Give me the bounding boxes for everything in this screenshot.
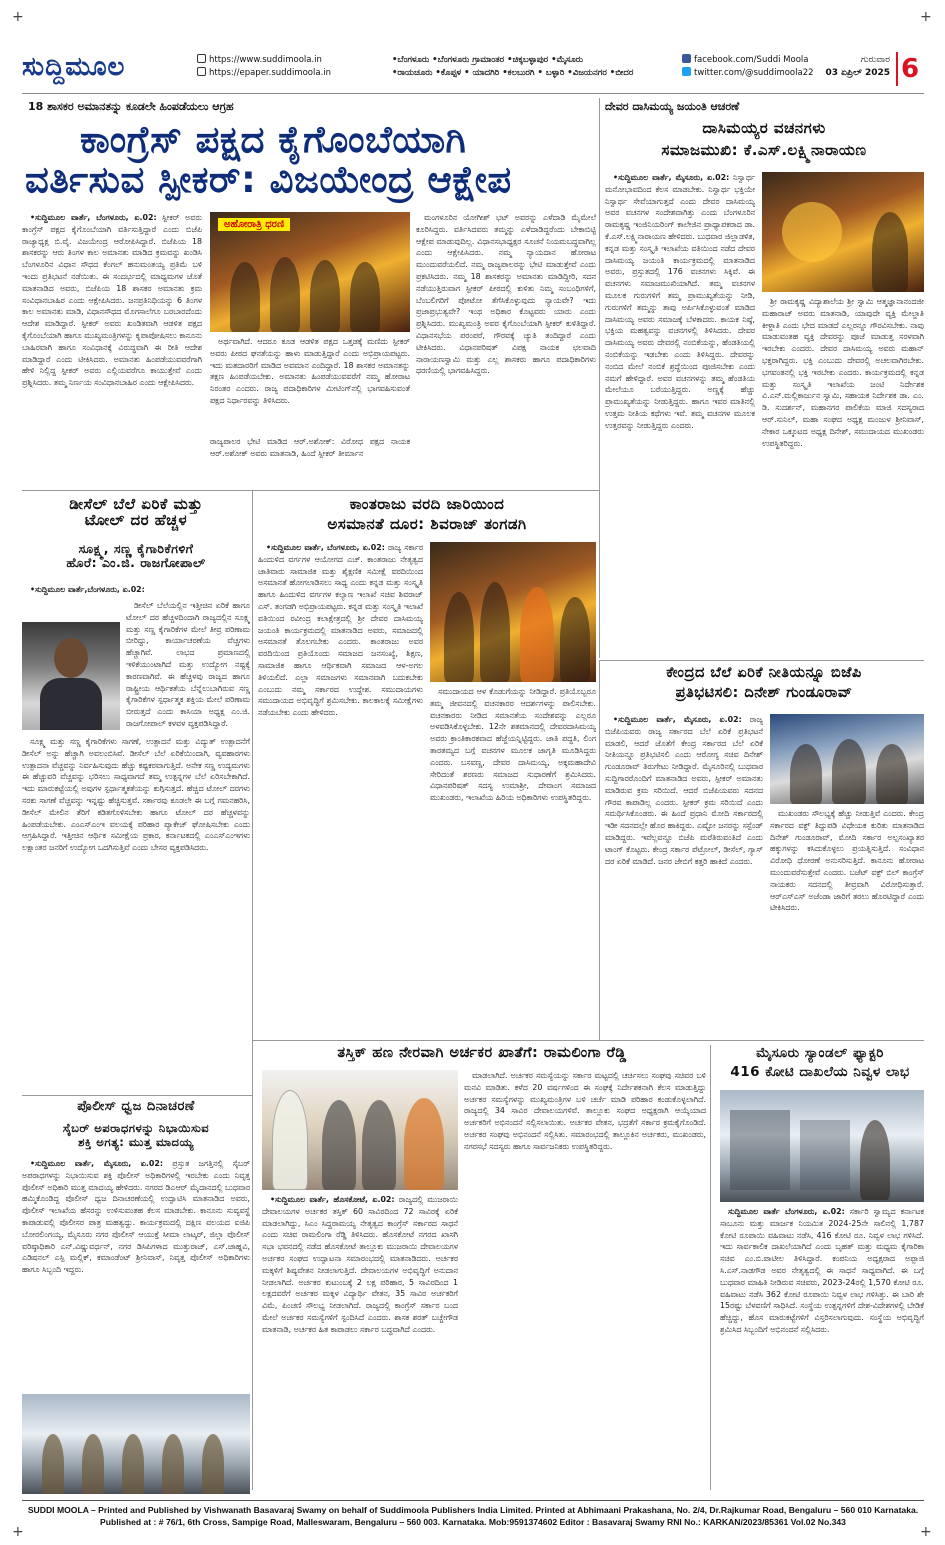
- dasimayya-headline[interactable]: [605, 120, 923, 158]
- person-figure: [310, 260, 340, 332]
- sandal-text: ಸರ್ಕಾರಿ ಸ್ವಾಮ್ಯದ ಕರ್ನಾಟಕ ಸಾಬೂನು ಮತ್ತು ಮಾರ್ಜಕ ನಿಯಮಿತ 2024-25ನೇ ಸಾಲಿನಲ್ಲಿ 1,787 ಕೋಟಿ ರೂಪಾಯಿ ವಹಿವಾಟು ನಡೆಸಿ, 416 ಕೋಟಿ ರೂ. ನಿವ್ವಳ ಲಾಭ ಗಳಿಸಿದೆ. ಇದು ಸಾರ್ವಕಾಲಿಕ ದಾಖಲೆಯಾಗಿದೆ ಎಂದು ಬೃಹತ್ ಮತ್ತು ಮಧ್ಯಮ ಕೈಗಾರಿಕಾ ಸಚಿವ ಎಂ.ಬಿ.ಪಾಟೀಲ ತಿಳಿಸಿದ್ದಾರೆ. ಕಂಪನಿಯ ಅಧ್ಯಕ್ಷರಾದ ಅಪ್ಪಾಜಿ ಸಿ.ಎಸ್.ನಾಡಗೌಡ ಅವರ ನೇತೃತ್ವದಲ್ಲಿ ಈ ಸಾಧನೆ ಸಾಧ್ಯವಾಗಿದೆ. ಈ ಬಗ್ಗೆ ಬುಧವಾರ ಮಾಹಿತಿ ನೀಡಿರುವ ಸಚಿವರು, 2023-24ರಲ್ಲಿ 1,570 ಕೋಟಿ ರೂ. ವಹಿವಾಟು ನಡೆಸಿ 362 ಕೋಟಿ ರೂಪಾಯಿ ನಿವ್ವಳ ಲಾಭ ಗಳಿಸಿತ್ತು. ಈ ಬಾರಿ ಶೇ 15ರಷ್ಟು ಬೆಳವಣಿಗೆ ಸಾಧಿಸಿದೆ. ಸಂಸ್ಥೆಯ ಉತ್ಪನ್ನಗಳಿಗೆ ದೇಶ-ವಿದೇಶಗಳಲ್ಲಿ ಬೇಡಿಕೆ ಹೆಚ್ಚಿದ್ದು, ಹೊಸ ಮಾರುಕಟ್ಟೆಗಳಿಗೆ ವಿಸ್ತರಿಸಲಾಗುವುದು. ಸಂಸ್ಥೆಯ ಅಭಿವೃದ್ಧಿಗೆ ಶ್ರಮಿಸಿದ ಸಿಬ್ಬಂದಿಗೆ ಅಭಿನಂದನೆ ಸಲ್ಲಿಸಿದರು.: [720, 1207, 924, 1334]
- lead-body-col3: [416, 212, 596, 484]
- registration-mark-bottom-right: +: [920, 1524, 932, 1540]
- dasimayya-body-col1: [605, 172, 755, 654]
- person-figure: [82, 1434, 104, 1494]
- lead-body-col2-subsection: [210, 436, 410, 484]
- lead-text: ಮಂಗಳೂರಿನ ಯೋಗೀಶ್ ಭಟ್ ಅವರನ್ನು ಎಳೆದಾಡಿ ಮೈಮೇಲೆ ಕೂರಿಸಿದ್ದರು. ವರ್ತಿಸಿದವರು ತಮ್ಮನ್ನು ಎಳೆದಾಡಿದ್ದರೆಂದು ಬೇಕಾಬಿಟ್ಟಿ ಆಕ್ಷೇಪ ಮಾಡುವುದಿಲ್ಲ. ವಿಧಾನಸಭಾಧ್ಯಕ್ಷರ ಸೂಚನೆ ನಿಯಮಬದ್ಧವಾಗಿಲ್ಲ ಎಂದು ಆಕ್ಷೇಪಿಸಿದರು. ನಮ್ಮ ನ್ಯಾಯದಾನ ಹೋರಾಟ ಮುಂದುವರೆಯಲಿದೆ. ನಮ್ಮ ರಾಜ್ಯಪಾಲರನ್ನು ಭೇಟಿ ಮಾಡುತ್ತೇವೆ ಎಂದು ಪ್ರಕಟಿಸಿದರು. ನಮ್ಮ 18 ಶಾಸಕರನ್ನು ಅಮಾನತು ಮಾಡಿದ್ದೀರಿ, ಸದನ ನಡೆಯುತ್ತಿರುವಾಗ ಸ್ಪೀಕರ್ ಪೀಠದಲ್ಲಿ ಕುಳಿತು ನಿಮ್ಮ ಸಂಬಂಧಿಗಳಿಗೆ, ಬೆಂಬಲಿಗರಿಗೆ ಪೋಟೋ ತೆಗೆಸಿಕೊಳ್ಳುವುದು ನ್ಯಾಯವೇ? ಇದು ಪ್ರಜಾಪ್ರಭುತ್ವವೇ? ಇಂಥ ಅಧಿಕಾರ ಕೊಟ್ಟವರು ಯಾರು ಎಂದು ಪ್ರಶ್ನಿಸಿದರು. ಮುಖ್ಯಮಂತ್ರಿ ಅವರ ಕೈಗೊಂಬೆಯಾಗಿ ಸ್ಪೀಕರ್ ಕುಳಿತಿದ್ದಾರೆ. ವಿಧಾನಸಭೆಯ ಪರಂಪರೆ, ಗೌರವಕ್ಕೆ ಚ್ಯುತಿ ತಂದಿದ್ದಾರೆ ಎಂದು ಟೀಕಿಸಿದರು. ವಿಧಾನಪರಿಷತ್ ವಿಪಕ್ಷ ನಾಯಕ ಛಲವಾದಿ ನಾರಾಯಣಸ್ವಾಮಿ ಮತ್ತು ಎಲ್ಲ ಶಾಸಕರು ಹಾಗೂ ಪದಾಧಿಕಾರಿಗಳು ಧರಣಿಯಲ್ಲಿ ಭಾಗವಹಿಸಿದ್ದರು.: [416, 213, 596, 376]
- sandal-dateline: ಸುದ್ದಿಮೂಲ ವಾರ್ತೆ ಬೆಂಗಳೂರು, ಏ.02:: [728, 1207, 845, 1216]
- cyber-subhead-line: ಶಕ್ತಿ ಅಗತ್ಯ: ಮುತ್ತ ಮಾದಯ್ಯ: [78, 1135, 194, 1150]
- archakas-text: ಮಾಡಲಾಗಿದೆ. ಅರ್ಚಕರ ಸಮಸ್ಯೆಯನ್ನು ಸರ್ಕಾರ ಮಟ್ಟದಲ್ಲಿ ಚರ್ಚಿಸಲು ಸಂಘವು ಸಚಿವರ ಬಳಿ ಮನವಿ ಮಾಡಿತು. ಕಳೆದ 20 ವರ್ಷಗಳಿಂದ ಈ ಸಂಘಕ್ಕೆ ನಿರ್ದೇಶಕನಾಗಿ ಕೆಲಸ ಮಾಡುತ್ತಿದ್ದು ಅರ್ಚಕರ ಸಮಸ್ಯೆಗಳನ್ನು ಮುಖ್ಯಮಂತ್ರಿಗಳ ಬಳಿ ಚರ್ಚೆ ಮಾಡಿ ಪರಿಹಾರ ಕಂಡುಕೊಳ್ಳಲಾಗಿದೆ. ರಾಜ್ಯದಲ್ಲಿ 34 ಸಾವಿರ ದೇವಾಲಯಗಳಿವೆ. ತಾಲ್ಲೂಕು ಸಂಘದ ಅಧ್ಯಕ್ಷರಾಗಿ ಆಯ್ಕೆಯಾದ ಅರ್ಚಕರಿಗೆ ಅಭಿನಂದನೆ ಸಲ್ಲಿಸಲಾಯಿತು. ಅರ್ಚಕರ ವೇತನ, ಭದ್ರತೆಗೆ ಸರ್ಕಾರ ಕ್ರಮಕೈಗೊಂಡಿದೆ. ಅರ್ಚಕರ ಸಂಘವು ಅಭಿನಂದನೆ ಸಲ್ಲಿಸಿತು. ಸಮಾರಂಭದಲ್ಲಿ ತಾಲ್ಲೂಕಿನ ಅರ್ಚಕರು, ಮುಖಂಡರು, ನಗರಸಭೆ ಸದಸ್ಯರು ಹಾಗೂ ಸಾರ್ವಜನಿಕರು ಉಪಸ್ಥಿತರಿದ್ದರು.: [464, 1071, 706, 1151]
- portrait-face: [54, 638, 88, 678]
- column-rule: [599, 660, 600, 1040]
- dasimayya-headline-line: ಸಮಾಜಮುಖಿ: ಕೆ.ಎಸ್.ಲಕ್ಷ್ಮಿನಾರಾಯಣ: [661, 141, 867, 160]
- person-figure: [230, 262, 260, 332]
- edition-list-line: •ಬೆಂಗಳೂರು •ಬೆಂಗಳೂರು ಗ್ರಾಮಾಂತರ •ಚಿಕ್ಕಬಳ್ಳಾಪುರ •ಮೈಸೂರು: [392, 55, 583, 65]
- dasimayya-body-col2: [762, 296, 924, 654]
- kantharaju-text: ಸಮುದಾಯದ ಆಳ ಕೊಡುಗೆಯನ್ನು ನೀಡಿದ್ದಾರೆ. ಪ್ರತಿಯೊಬ್ಬರೂ ತಮ್ಮ ಜೀವನದಲ್ಲಿ ವಚನಕಾರರ ಆದರ್ಶಗಳನ್ನು ಪಾಲಿಸಬೇಕು. ವಚನಕಾರರು ನೀಡಿದ ಸಮಾನತೆಯ ಸಂದೇಶವನ್ನು ಎಲ್ಲರೂ ಅಳವಡಿಸಿಕೊಳ್ಳಬೇಕು. 12ನೇ ಶತಮಾನದಲ್ಲಿ ದೇವರದಾಸಿಮಯ್ಯ ಅವರು ಕ್ರಾಂತಿಕಾರಕವಾದ ಹೆಜ್ಜೆಯನ್ನಿಟ್ಟಿದ್ದರು. ಜಾತಿ ಪದ್ಧತಿ, ಲಿಂಗ ತಾರತಮ್ಯದ ಬಗ್ಗೆ ವಚನಗಳ ಮೂಲಕ ಜಾಗೃತಿ ಮೂಡಿಸಿದ್ದರು ಎಂದರು. ಬಸವಣ್ಣ, ದೇವರ ದಾಸಿಮಯ್ಯ, ಅಕ್ಕಮಹಾದೇವಿ ಸೇರಿದಂತೆ ಶರಣರು ಸಮಾಜದ ಸುಧಾರಣೆಗೆ ಶ್ರಮಿಸಿದರು. ವಿಧಾನಪರಿಷತ್ ಸದಸ್ಯ ಉಮಾಶ್ರೀ, ದೇವಾಂಗ ಸಮಾಜದ ಮುಖಂಡರು, ಇಲಾಖೆಯ ಹಿರಿಯ ಅಧಿಕಾರಿಗಳು ಉಪಸ್ಥಿತರಿದ್ದರು.: [430, 687, 596, 803]
- person-figure: [270, 257, 300, 332]
- person-figure: [520, 587, 554, 682]
- diesel-subhead-line: ಹೊರೆ: ಎಂ.ಜಿ. ರಾಜಗೋಪಾಲ್: [66, 554, 206, 570]
- machine-shape: [800, 1120, 850, 1190]
- section-rule: [22, 1095, 252, 1096]
- price-hike-body-col2: [770, 808, 924, 1034]
- police-parade-photo: [22, 1394, 250, 1494]
- price-hike-headline[interactable]: [605, 666, 923, 701]
- cyber-headline-line: ಪೊಲೀಸ್ ಧ್ವಜ ದಿನಾಚರಣೆ: [77, 1099, 195, 1114]
- lead-text: ಸ್ಪೀಕರ್ ಅವರು ಕಾಂಗ್ರೆಸ್ ಪಕ್ಷದ ಕೈಗೊಂಬೆಯಾಗಿ ವರ್ತಿಸುತ್ತಿದ್ದಾರೆ ಎಂದು ಬಿಜೆಪಿ ರಾಜ್ಯಾಧ್ಯಕ್ಷ ಬಿ.ವೈ. ವಿಜಯೇಂದ್ರ ಆರೋಪಿಸಿದ್ದಾರೆ. ಬಿಜೆಪಿಯ 18 ಶಾಸಕರನ್ನು ಆರು ತಿಂಗಳ ಕಾಲ ಅಮಾನತು ಮಾಡಿದ ಕ್ರಮವನ್ನು ಖಂಡಿಸಿ ಬೆಂಗಳೂರಿನ ವಿಧಾನ ಸೌಧದ ಕೆಂಗಲ್ ಹನುಮಂತಯ್ಯ ಪ್ರತಿಮೆ ಬಳಿ ಇಂದು ಪ್ರತಿಭಟನೆ ನಡೆಯಿತು. ಈ ಸಂದರ್ಭದಲ್ಲಿ ಮಾಧ್ಯಮಗಳ ಜೊತೆ ಮಾತನಾಡಿದ ಅವರು, ಬಿಜೆಪಿಯ 18 ಶಾಸಕರ ಅಮಾನತು ಕ್ರಮ ಸಂವಿಧಾನಬಾಹಿರ ಎಂದು ಆಕ್ಷೇಪಿಸಿದರು. ಜನಪ್ರತಿನಿಧಿಯನ್ನು 6 ತಿಂಗಳ ಕಾಲ ಅಮಾನತು ಮಾಡಿ, ವಿಧಾನಸೌಧದ ಮೊಗಸಾಲೆಗೂ ಬರಬಾರದೆಂದು ಆದೇಶ ಮಾಡಿದ್ದಾರೆ. ಸ್ಪೀಕರ್ ಅವರು ಖಂಡಿತವಾಗಿ ಆಡಳಿತ ಪಕ್ಷದ ಕೈಗೊಂಬೆಯಾಗಿ ಹಾಗೂ ಮುಖ್ಯಮಂತ್ರಿಗಳನ್ನು ಕೃಪಾಪೋಷಿಸಲು ಕಾನೂನು ಬಾಹಿರವಾಗಿ ಹಾಗೂ ಸಂವಿಧಾನಕ್ಕೆ ವಿರುದ್ಧವಾಗಿ ಈ ರೀತಿ ಆದೇಶ ಮಾಡಿದ್ದಾರೆ ಎಂದು ಟೀಕಿಸಿದರು. ಅಮಾನತು ಹಿಂಪಡೆಯುವವರೆಗಾಗಿ ಹೇಳಿ ನಿಲ್ಲಿದ್ದ ಸ್ಪೀಕರ್ ಅವರು ಎಲ್ಲಿಯವರೆಗೂ ಕಾಯುತ್ತೇವೆ ಎಂದು ಪ್ರಶ್ನಿಸಿದರು. ತಮ್ಮ ನಿರ್ಣಯ ಸಂವಿಧಾನಬಾಹಿರ ಎಂದು ಆಕ್ಷೇಪಿಸಿದರು.: [22, 213, 202, 388]
- dasimayya-headline-line: ದಾಸಿಮಯ್ಯರ ವಚನಗಳು: [702, 119, 826, 137]
- sandal-body: [720, 1206, 924, 1490]
- imprint-line: SUDDI MOOLA – Printed and Published by Vishwanath Basavaraj Swamy on behalf of Suddimoola Publishers India Limited. Printed at Abhimaani Prakashana, No. 2/4, Dr.Rajkumar Road, Bengaluru – 560 010 Karnataka.: [27, 1505, 919, 1515]
- cyber-dateline: •ಸುದ್ದಿಮೂಲ ವಾರ್ತೆ, ಮೈಸೂರು, ಏ.02:: [30, 1159, 163, 1168]
- diesel-headline[interactable]: [22, 496, 250, 528]
- diesel-subhead-line: ಸೂಕ್ಷ್ಮ, ಸಣ್ಣ ಕೈಗಾರಿಕೆಗಳಿಗೆ: [78, 541, 194, 556]
- registration-mark-top-left: +: [12, 9, 24, 25]
- kantharaju-body-col1: [258, 542, 423, 1034]
- diesel-text: ಸೂಕ್ಷ್ಮ ಮತ್ತು ಸಣ್ಣ ಕೈಗಾರಿಕೆಗಳು ಸಾಗಣೆ, ಉತ್ಪಾದನೆ ಮತ್ತು ವಿದ್ಯುತ್ ಉತ್ಪಾದನೆಗೆ ಡೀಸೆಲ್ ಅನ್ನು ಹೆಚ್ಚಾಗಿ ಅವಲಂಬಿಸಿವೆ. ಡೀಸೆಲ್ ಬೆಲೆ ಏರಿಕೆಯಿಂದಾಗಿ, ವ್ಯವಹಾರಗಳು ಉತ್ಪಾದನಾ ವೆಚ್ಚವನ್ನು ನಿರ್ವಹಿಸುವುದು ಹೆಚ್ಚು ಕಷ್ಟಕರವಾಗುತ್ತಿದೆ. ಅನೇಕ ಸಣ್ಣ ಉದ್ಯಮಗಳು ಈ ಹೆಚ್ಚುವರಿ ವೆಚ್ಚವನ್ನು ಭರಿಸಲು ಸಾಧ್ಯವಾಗದೆ ತಮ್ಮ ಉತ್ಪನ್ನಗಳ ಬೆಲೆ ಏರಿಸಬೇಕಾಗಿದೆ. ಇದು ಮಾರುಕಟ್ಟೆಯಲ್ಲಿ ಅವುಗಳ ಸ್ಪರ್ಧಾತ್ಮಕತೆಯನ್ನು ಕುಗ್ಗಿಸುತ್ತದೆ. ಹೆಚ್ಚಿದ ಟೋಲ್ ದರಗಳು ಸರಕು ಸಾಗಣೆ ವೆಚ್ಚವನ್ನು ಇನ್ನಷ್ಟು ಹೆಚ್ಚಿಸುತ್ತವೆ. ಸರ್ಕಾರವು ಕೂಡಲೇ ಈ ಬಗ್ಗೆ ಗಮನಹರಿಸಿ, ಡೀಸೆಲ್ ಮೇಲಿನ ತೆರಿಗೆ ಕಡಿತಗೊಳಿಸಬೇಕು ಹಾಗೂ ಟೋಲ್ ದರ ಹೆಚ್ಚಳವನ್ನು ಹಿಂಪಡೆಯಬೇಕು. ಎಂಎಸ್‌ಎಂಇ ವಲಯಕ್ಕೆ ಪರಿಹಾರ ಪ್ಯಾಕೇಜ್ ಘೋಷಿಸಬೇಕು ಎಂದು ಆಗ್ರಹಿಸಿದ್ದಾರೆ. ಇತ್ತೀಚಿನ ಆರ್ಥಿಕ ಸಮೀಕ್ಷೆಯ ಪ್ರಕಾರ, ಕರ್ನಾಟಕದಲ್ಲಿ ಎಂಎಸ್‌ಎಂಇಗಳು ಲಕ್ಷಾಂತರ ಜನರಿಗೆ ಉದ್ಯೋಗ ಒದಗಿಸುತ್ತಿವೆ ಎಂದು ಬೇಸರ ವ್ಯಕ್ತಪಡಿಸಿದರು.: [22, 737, 250, 853]
- price-hike-headline-line: ಪ್ರತಿಭಟಿಸಲಿ: ದಿನೇಶ್ ಗುಂಡೂರಾವ್: [675, 684, 853, 701]
- lead-body-col2: [210, 336, 410, 436]
- price-hike-body-col1: [605, 714, 763, 1034]
- section-rule: [22, 490, 599, 491]
- machine-shape: [730, 1110, 790, 1190]
- person-figure: [444, 592, 474, 682]
- person-figure: [872, 212, 908, 292]
- section-rule: [599, 660, 924, 661]
- page-number: 6: [896, 52, 922, 86]
- diesel-headline-line: ಟೋಲ್ ದರ ಹೆಚ್ಚಳ: [84, 511, 188, 530]
- lead-subsection-text: ರಾಜ್ಯಪಾಲರ ಭೇಟಿ ಮಾಡಿದ ಆರ್.ಅಶೋಕ್: ವಿರೋಧ ಪಕ್ಷದ ನಾಯಕ ಆರ್.ಅಶೋಕ್ ಅವರು ಮಾತನಾಡಿ, ಹಿಂದೆ ಸ್ಪೀಕರ್ ತೀರ್ಮಾನ: [210, 437, 410, 458]
- person-figure: [350, 262, 380, 332]
- lead-dateline: •ಸುದ್ದಿಮೂಲ ವಾರ್ತೆ, ಬೆಂಗಳೂರು, ಏ.02:: [30, 213, 157, 222]
- protest-photo: [210, 212, 410, 332]
- diesel-headline-line: ಡೀಸೆಲ್ ಬೆಲೆ ಏರಿಕೆ ಮತ್ತು: [69, 495, 203, 513]
- lead-headline-line: ವರ್ತಿಸುವ ಸ್ಪೀಕರ್: ವಿಜಯೇಂದ್ರ ಆಕ್ಷೇಪ: [25, 157, 512, 201]
- sandal-headline-line: 416 ಕೋಟಿ ದಾಖಲೆಯ ನಿವ್ವಳ ಲಾಭ: [730, 1063, 910, 1080]
- dasimayya-text: ಶ್ರೀ ರಾಮಕೃಷ್ಣ ವಿದ್ಯಾಶಾಲೆಯ ಶ್ರೀ ಸ್ವಾಮಿ ಆತ್ಮಜ್ಞಾನಾನಂದಜೀ ಮಹಾರಾಜ್ ಅವರು ಮಾತನಾಡಿ, ಯಾವುದೇ ವ್ಯಕ್ತಿ ಮೇಲ್ಜಾತಿ ಕೀಳ್ಜಾತಿ ಎಂದು ಭೇದ ಮಾಡದೆ ಎಲ್ಲರನ್ನೂ ಗೌರವಿಸಬೇಕು. ನಾವು ಮಾಡುವಂತಹ ವ್ಯಕ್ತಿ ದೇವರನ್ನು ಪೂಜೆ ಮಾಡುತ್ತ ಸರಳವಾಗಿ ಇರಬೇಕು ಎಂದರು. ದೇವರ ದಾಸಿಮಯ್ಯ ಅವರು ಮಹಾನ್ ಭಕ್ತರಾಗಿದ್ದರು. ಭಕ್ತಿ ಎಂಬುದು ದೇವರಲ್ಲಿ ಅಚಲವಾಗಿರಬೇಕು. ಭಗವಂತನಲ್ಲಿ ಭಕ್ತಿ ಇರಬೇಕು ಎಂದರು. ಕಾರ್ಯಕ್ರಮದಲ್ಲಿ ಕನ್ನಡ ಮತ್ತು ಸಂಸ್ಕೃತಿ ಇಲಾಖೆಯ ಜಂಟಿ ನಿರ್ದೇಶಕ ವಿ.ಎನ್.ಮಲ್ಲಿಕಾರ್ಜುನ ಸ್ವಾಮಿ, ಸಹಾಯಕ ನಿರ್ದೇಶಕ ಡಾ. ಎಂ. ಡಿ. ಸುದರ್ಶನ್, ಮಹಾನಗರ ಪಾಲಿಕೆಯ ಮಾಜಿ ಸದಸ್ಯರಾದ ಆರ್.ಸುನಿಲ್, ಮಹಾ ಸಂಘದ ಅಧ್ಯಕ್ಷ ಮಂಜುಳ ಶ್ರೀನಿವಾಸ್, ನೇಕಾರ ಒಕ್ಕೂಟದ ಅಧ್ಯಕ್ಷ ದಿನೇಶ್, ಸಮುದಾಯದ ಮುಖಂಡರು ಉಪಸ್ಥಿತರಿದ್ದರು.: [762, 297, 924, 448]
- globe-icon: [197, 54, 206, 63]
- cyber-text: ಪ್ರಸ್ತುತ ಜಗತ್ತಿನಲ್ಲಿ ಸೈಬರ್ ಅಪರಾಧಗಳನ್ನು ನಿಭಾಯಿಸುವ ಶಕ್ತಿ ಪೊಲೀಸ್ ಅಧಿಕಾರಿಗಳಲ್ಲಿ ಇರಬೇಕು ಎಂದು ನಿವೃತ್ತ ಪೊಲೀಸ್ ಅಧಿಕಾರಿ ಮುತ್ತ ಮಾದಯ್ಯ ಹೇಳಿದರು. ನಗರದ ಡಿಎಆರ್ ಮೈದಾನದಲ್ಲಿ ಬುಧವಾರ ಹಮ್ಮಿಕೊಂಡಿದ್ದ ಪೊಲೀಸ್ ಧ್ವಜ ದಿನಾಚರಣೆಯಲ್ಲಿ ಉದ್ಘಾಟಿಸಿ ಮಾತನಾಡಿದ ಅವರು, ಪೊಲೀಸ್ ಇಲಾಖೆಯ ಹೆಸರನ್ನು ಉಳಿಸುವಂತಹ ಕೆಲಸ ಮಾಡಬೇಕು. ಕಾನೂನು ಸುವ್ಯವಸ್ಥೆ ಕಾಪಾಡುವಲ್ಲಿ ಪೊಲೀಸರ ಪಾತ್ರ ಮಹತ್ವದ್ದು. ಕಾರ್ಯಕ್ರಮದಲ್ಲಿ ದಕ್ಷಿಣ ವಲಯದ ಐಜಿಪಿ ಬೋರಲಿಂಗಯ್ಯ, ಮೈಸೂರು ನಗರ ಪೊಲೀಸ್ ಆಯುಕ್ತೆ ಸೀಮಾ ಲಾಟ್ಕರ್, ಜಿಲ್ಲಾ ಪೊಲೀಸ್ ವರಿಷ್ಠಾಧಿಕಾರಿ ಎನ್.ವಿಷ್ಣುವರ್ಧನ್, ನಗರ ಡಿಸಿಪಿಗಳಾದ ಮುತ್ತುರಾಜ್, ಎಸ್.ಜಾಹ್ನವಿ, ಎಡಿಷನಲ್ ಎಸ್ಪಿ ಮಲ್ಲಿಕ್, ಕಮಾಂಡೆಂಟ್ ಶ್ರೀನಿವಾಸ್, ನಿವೃತ್ತ ಪೊಲೀಸ್ ಅಧಿಕಾರಿಗಳು ಹಾಗೂ ಸಿಬ್ಬಂದಿ ಇದ್ದರು.: [22, 1159, 250, 1275]
- person-figure: [876, 744, 908, 804]
- rajagopal-portrait: [22, 622, 120, 730]
- dasimayya-kicker: ದೇವರ ದಾಸಿಮಯ್ಯ ಜಯಂತಿ ಆಚರಣೆ: [605, 100, 740, 113]
- website-link[interactable]: https://www.suddimoola.in: [209, 55, 322, 65]
- edition-list: [392, 54, 633, 80]
- masthead: [22, 48, 924, 94]
- diesel-dateline: •ಸುದ್ದಿಮೂಲ ವಾರ್ತೆ,ಬೆಂಗಳೂರು, ಏ.02:: [30, 585, 145, 594]
- kantharaju-text: ರಾಜ್ಯ ಸರ್ಕಾರ ಹಿಂದುಳಿದ ವರ್ಗಗಳ ಆಯೋಗದ ಎಚ್. ಕಾಂತರಾಜು ನೇತೃತ್ವದ ಜಾತಿವಾರು ಸಾಮಾಜಿಕ ಮತ್ತು ಶೈಕ್ಷಣಿಕ ಸಮೀಕ್ಷೆ ವರದಿಯಿಂದ ಅಸಮಾನತೆ ಹೋಗಲಾಡಿಸಲು ಸಾಧ್ಯ ಎಂದು ಕನ್ನಡ ಮತ್ತು ಸಂಸ್ಕೃತಿ ಹಾಗೂ ಹಿಂದುಳಿದ ವರ್ಗಗಳ ಕಲ್ಯಾಣ ಇಲಾಖೆ ಸಚಿವ ಶಿವರಾಜ್ ಎಸ್. ತಂಗಡಗಿ ಅಭಿಪ್ರಾಯಪಟ್ಟರು. ಕನ್ನಡ ಮತ್ತು ಸಂಸ್ಕೃತಿ ಇಲಾಖೆ ವತಿಯಿಂದ ರವೀಂದ್ರ ಕಲಾಕ್ಷೇತ್ರದಲ್ಲಿ ಶ್ರೀ ದೇವರ ದಾಸಿಮಯ್ಯ ಜಯಂತಿ ಕಾರ್ಯಕ್ರಮದಲ್ಲಿ ಮಾತನಾಡಿದ ಅವರು, ಸಮಾಜದಲ್ಲಿ ಅಸಮಾನತೆ ತೊಲಗಬೇಕು ಎಂದರು. ಕಾಂತರಾಜು ಅವರ ವರದಿಯಿಂದ ಪ್ರತಿಯೊಂದು ಸಮಾಜದ ಜನಸಂಖ್ಯೆ, ಶಿಕ್ಷಣ, ಸಾಮಾಜಿಕ ಹಾಗೂ ಆರ್ಥಿಕವಾಗಿ ಸಮಾಜದ ಆಳ-ಅಗಲ ತಿಳಿಯಲಿದೆ. ಎಲ್ಲಾ ಸಮಾಜಗಳು ಸಮಾನವಾಗಿ ಬದುಕಬೇಕು ಎಂಬುದು ನಮ್ಮ ಸರ್ಕಾರದ ಉದ್ದೇಶ. ಸಮುದಾಯಗಳು ಸಮುದಾಯದ ಅಭಿವೃದ್ಧಿಗೆ ಶ್ರಮಿಸಬೇಕು. ಕಾಲಕಾಲಕ್ಕೆ ಸಮೀಕ್ಷೆಗಳು ನಡೆಯಬೇಕು ಎಂದು ಹೇಳಿದರು.: [258, 543, 423, 718]
- lead-headline-line: ಕಾಂಗ್ರೆಸ್ ಪಕ್ಷದ ಕೈಗೊಂಬೆಯಾಗಿ: [80, 118, 467, 161]
- column-rule: [710, 1045, 711, 1490]
- person-figure: [42, 1434, 64, 1494]
- sandal-headline[interactable]: [716, 1046, 924, 1079]
- person-figure: [832, 739, 866, 804]
- section-rule: [252, 1040, 924, 1041]
- diesel-text: ಡೀಸೆಲ್ ಬೆಲೆಯಲ್ಲಿನ ಇತ್ತೀಚಿನ ಏರಿಕೆ ಹಾಗೂ ಟೋಲ್ ದರ ಹೆಚ್ಚಳದಿಂದಾಗಿ ರಾಜ್ಯದಲ್ಲಿನ ಸೂಕ್ಷ್ಮ ಮತ್ತು ಸಣ್ಣ ಕೈಗಾರಿಕೆಗಳ ಮೇಲೆ ತೀವ್ರ ಪರಿಣಾಮ ಬೀರಿದ್ದು, ಕಾರ್ಯಾಚರಣೆಯ ವೆಚ್ಚಗಳು ಹೆಚ್ಚಾಗಿವೆ. ಲಾಭದ ಪ್ರಮಾಣದಲ್ಲಿ ಇಳಿಕೆಯುಂಟಾಗಿದೆ ಮತ್ತು ಉದ್ಯೋಗ ನಷ್ಟಕ್ಕೆ ಕಾರಣವಾಗಿವೆ. ಈ ಹೆಚ್ಚಳವು ರಾಜ್ಯದ ಹಾಗೂ ರಾಷ್ಟ್ರೀಯ ಆರ್ಥಿಕತೆಯ ಬೆನ್ನೆಲುಬಾಗಿರುವ ಸಣ್ಣ ಕೈಗಾರಿಕೆಗಳ ಸ್ಪರ್ಧಾತ್ಮಕ ಶಕ್ತಿಯ ಮೇಲೆ ಪರಿಣಾಮ ಬೀರುತ್ತದೆ ಎಂದು ಕಾಸಿಯಾ ಅಧ್ಯಕ್ಷ ಎಂ.ಜಿ. ರಾಜಗೋಪಾಲ್ ಕಳವಳ ವ್ಯಕ್ತಪಡಿಸಿದ್ದಾರೆ.: [126, 601, 250, 728]
- archakas-text: ರಾಜ್ಯದಲ್ಲಿ ಮುಜರಾಯಿ ದೇವಾಲಯಗಳ ಅರ್ಚಕರ ತಸ್ತಿಕ್ 60 ಸಾವಿರದಿಂದ 72 ಸಾವಿರಕ್ಕೆ ಏರಿಕೆ ಮಾಡಲಾಗಿದ್ದು, ಸಿಎಂ ಸಿದ್ದರಾಮಯ್ಯ ನೇತೃತ್ವದ ಕಾಂಗ್ರೆಸ್ ಸರ್ಕಾರದ ಸಾಧನೆ ಎಂದು ಸಚಿವ ರಾಮಲಿಂಗಾ ರೆಡ್ಡಿ ತಿಳಿಸಿದರು. ಹೊಸಕೋಟೆ ನಗರದ ಖಾಸಗಿ ಸಭಾ ಭವನದಲ್ಲಿ ನಡೆದ ಹೊಸಕೋಟೆ ತಾಲ್ಲೂಕು ಮುಜರಾಯಿ ದೇವಾಲಯಗಳ ಅರ್ಚಕರ ಸಂಘದ ಉದ್ಘಾಟನಾ ಸಮಾರಂಭದಲ್ಲಿ ಮಾತನಾಡಿದರು. ಅರ್ಚಕರ ಮಕ್ಕಳಿಗೆ ಶಿಷ್ಯವೇತನ ನೀಡಲಾಗುತ್ತಿದೆ. ದೇವಾಲಯಗಳ ಅಭಿವೃದ್ಧಿಗೆ ಅನುದಾನ ನೀಡಲಾಗಿದೆ. ಅರ್ಚಕರ ಕುಟುಂಬಕ್ಕೆ 2 ಲಕ್ಷ ಪರಿಹಾರ, 5 ಸಾವಿರದಿಂದ 1 ಲಕ್ಷದವರೆಗೆ ಅರ್ಚಕರ ಮಕ್ಕಳ ವಿದ್ಯಾರ್ಥಿ ವೇತನ, 35 ಸಾವಿರ ಅರ್ಚಕರಿಗೆ ವಿಮೆ, ಪಿಂಚಣಿ ಸೌಲಭ್ಯ ನೀಡಲಾಗಿದೆ. ರಾಜ್ಯದಲ್ಲಿ ಕಾಂಗ್ರೆಸ್ ಸರ್ಕಾರ ಬಂದ ಮೇಲೆ ಅರ್ಚಕರ ಸಮಸ್ಯೆಗಳಿಗೆ ಸ್ಪಂದಿಸಿದೆ ಎಂದರು. ಶಾಸಕ ಶರತ್ ಬಚ್ಚೇಗೌಡ ಮಾತನಾಡಿ, ಅರ್ಚಕರ ಹಿತ ಕಾಪಾಡಲು ಸರ್ಕಾರ ಬದ್ಧವಾಗಿದೆ ಎಂದರು.: [262, 1195, 458, 1334]
- date: 03 ಏಪ್ರಿಲ್ 2025: [825, 68, 890, 78]
- person-figure: [790, 744, 822, 804]
- website-links: [197, 54, 331, 80]
- price-hike-text: ರಾಜ್ಯ ಬಿಜೆಪಿಯವರು ರಾಜ್ಯ ಸರ್ಕಾರದ ಬೆಲೆ ಏರಿಕೆ ಪ್ರತಿಭಟನೆ ಮಾಡಲಿ, ಆದರೆ ಜೊತೆಗೆ ಕೇಂದ್ರ ಸರ್ಕಾರದ ಬೆಲೆ ಏರಿಕೆ ನೀತಿಯನ್ನೂ ಪ್ರತಿಭಟಿಸಲಿ ಎಂದು ಆರೋಗ್ಯ ಸಚಿವ ದಿನೇಶ್ ಗುಂಡೂರಾವ್ ತಿರುಗೇಟು ನೀಡಿದ್ದಾರೆ. ಮೈಸೂರಿನಲ್ಲಿ ಬುಧವಾರ ಸುದ್ದಿಗಾರರೊಂದಿಗೆ ಮಾತನಾಡಿದ ಅವರು, ಸ್ಪೀಕರ್ ಅಮಾನತು ಮಾಡಿರುವ ಕ್ರಮ ಸರಿಯಿದೆ. ಆದರೆ ಬಿಜೆಪಿಯವರು ಸದನದ ಗೌರವ ಕಾಪಾಡಿಲ್ಲ ಎಂದರು. ಸ್ಪೀಕರ್ ಕ್ರಮ ಸರಿಯಿದೆ ಎಂದು ಸಮರ್ಥಿಸಿಕೊಂಡರು. ಈ ಹಿಂದೆ ಪ್ರಧಾನಿ ಮೋದಿ ಸರ್ಕಾರದಲ್ಲಿ ಇಡೀ ಸದನದಲ್ಲೇ ಹೊರ ಹಾಕಿದ್ದರು. ಎಷ್ಟೋ ಜನರನ್ನು ಸಸ್ಪೆಂಡ್ ಮಾಡಿದ್ದರು. ಇವೆಲ್ಲವನ್ನೂ ಬಿಜೆಪಿ ಮರೆತಿರುವಂತಿದೆ ಎಂದು ಟಾಂಗ್ ಕೊಟ್ಟರು. ಕೇಂದ್ರ ಸರ್ಕಾರ ಪೆಟ್ರೋಲ್, ಡೀಸೆಲ್, ಗ್ಯಾಸ್ ದರ ಏರಿಕೆ ಮಾಡಿದೆ. ಜನರ ಜೇಬಿಗೆ ಕತ್ತರಿ ಹಾಕಿದೆ ಎಂದರು.: [605, 715, 763, 866]
- portrait-suit: [40, 678, 102, 730]
- archakas-photo: [262, 1070, 458, 1190]
- dasimayya-text: ನಿಸ್ವಾರ್ಥ ಮನೋಭಾವದಿಂದ ಕೆಲಸ ಮಾಡಬೇಕು. ನಿಸ್ವಾರ್ಥ ಭಕ್ತಿಯೇ ನಿಸ್ವಾರ್ಥ ಸೇವೆಯಾಗುತ್ತದೆ ಎಂದು ದೇವರ ದಾಸಿಮಯ್ಯ ಅವರ ವಚನಗಳ ಸಂದೇಶವಾಗಿತ್ತು ಎಂದು ಬೆಂಗಳೂರಿನ ರಾಮಕೃಷ್ಣ ಇಂಜಿನಿಯರಿಂಗ್ ಕಾಲೇಜಿನ ಪ್ರಾಧ್ಯಾಪಕರಾದ ಡಾ. ಕೆ.ಎಸ್.ಲಕ್ಷ್ಮಿನಾರಾಯಣ ಹೇಳಿದರು. ಬುಧವಾರ ಜಿಲ್ಲಾಡಳಿತ, ಕನ್ನಡ ಮತ್ತು ಸಂಸ್ಕೃತಿ ಇಲಾಖೆಯ ವತಿಯಿಂದ ನಡೆದ ದೇವರ ದಾಸಿಮಯ್ಯ ಜಯಂತಿ ಕಾರ್ಯಕ್ರಮದಲ್ಲಿ ಮಾತನಾಡಿದ ಅವರು, ಪ್ರಸ್ತುತದಲ್ಲಿ 176 ವಚನಗಳು ಸಿಕ್ಕಿವೆ. ಈ ವಚನಗಳು ಸಮಾಜಮುಖಿಯಾಗಿದೆ. ತಮ್ಮ ವಚನಗಳ ಮೂಲಕ ಗುರುಗಳಿಗೆ ತಮ್ಮ ಪ್ರಾಮುಖ್ಯತೆಯನ್ನು ನೀಡಿ, ಗುರುಗಳಿಗೆ ತಮ್ಮನ್ನು ತಾವು ಅರ್ಪಿಸಿಕೊಳ್ಳುವಂತೆ ಮಾಡಿದ ದಾಸಿಮಯ್ಯ ಅವರು ಸಮಾಜಕ್ಕೆ ಬೆಳಕಾದರು. ಕಾಯಕ ನಿಷ್ಠೆ, ಭಕ್ತಿಯ ಮಹತ್ವವನ್ನು ವಚನಗಳಲ್ಲಿ ತಿಳಿಸಿದರು. ದೇವರ ದಾಸಿಮಯ್ಯ ಅವರು ದೇವರಲ್ಲಿ ನಂಬಿಕೆಯನ್ನು, ಹೆಂಡತಿಯಲ್ಲಿ ನಂಬಿಕೆಯನ್ನು ಇಡಬೇಕು ಎಂದು ತಿಳಿಸಿದ್ದರು. ದೇವರನ್ನು ನಂಬಿದ ಮೇಲೆ ನಂಬಿಕೆ ಶ್ರದ್ಧೆಯಿಂದ ಪೂಜಿಸಬೇಕು ಎಂದು ನಮಗೆ ಹೇಳಿದ್ದಾರೆ. ಅವರ ವಚನಗಳನ್ನು ತಮ್ಮ ಹೆಂಡತಿಯ ಮೇಲೆಯೂ ಬರೆಯುತ್ತಿದ್ದರು. ಅಣ್ಣಕ್ಕೆ ಹೆಚ್ಚು ಪ್ರಾಮುಖ್ಯತೆಯನ್ನು ನೀಡುತ್ತಿದ್ದರು. ಹಾಗೂ ಇವರ ಮಾತಿನಲ್ಲಿ ಉತ್ತಮ ನೀತಿಯ ಕಥೆಗಳು ಇವೆ. ತಮ್ಮ ವಚನಗಳ ಮೂಲಕ ಉತ್ತರವನ್ನು ನೀಡುತ್ತಿದ್ದರು ಎಂದರು.: [605, 173, 755, 430]
- imprint-line: Published at : # 76/1, 6th Cross, Sampige Road, Malleswaram, Bengaluru – 560 003. Karnataka. Mob:9591374602 Editor : Basavaraj Swamy RNI No.: KARKAN/2023/85361 Vol.02 No.343: [100, 1517, 846, 1527]
- person-figure: [362, 1100, 396, 1190]
- person-figure: [162, 1434, 184, 1494]
- issue-date: [782, 54, 890, 80]
- kantharaju-body-col2: [430, 686, 596, 1034]
- price-hike-headline-line: ಕೇಂದ್ರದ ಬೆಲೆ ಏರಿಕೆ ನೀತಿಯನ್ನೂ ಬಿಜೆಪಿ: [666, 665, 862, 681]
- cyber-headline[interactable]: [22, 1100, 250, 1114]
- cyber-subhead: [22, 1122, 250, 1149]
- twitter-link[interactable]: twitter.com/@suddimoola22: [694, 68, 814, 78]
- registration-mark-bottom-left: +: [12, 1524, 24, 1540]
- weekday: ಗುರುವಾರ: [860, 55, 890, 65]
- kantharaju-headline-line: ಅಸಮಾನತೆ ದೂರ: ಶಿವರಾಜ್ ತಂಗಡಗಿ: [327, 515, 527, 534]
- person-figure: [560, 597, 590, 682]
- price-hike-text: ಮುಖಂಡರು ಸೌಲಭ್ಯಕ್ಕೆ ಹೆಚ್ಚು ನೀಡುತ್ತಿವೆ ಎಂದರು. ಕೇಂದ್ರ ಸರ್ಕಾರದ ವಕ್ಫ್ ತಿದ್ದುಪಡಿ ವಿಧೇಯಕ ಕುರಿತು ಮಾತನಾಡಿದ ದಿನೇಶ್ ಗುಂಡೂರಾವ್, ಮೋದಿ ಸರ್ಕಾರ ಅಲ್ಪಸಂಖ್ಯಾತರ ಹಕ್ಕುಗಳನ್ನು ಕಸಿದುಕೊಳ್ಳಲು ಪ್ರಯತ್ನಿಸುತ್ತಿದೆ. ಸಂವಿಧಾನ ವಿರೋಧಿ ಧೋರಣೆ ಅನುಸರಿಸುತ್ತಿದೆ. ಕಾನೂನು ಹೋರಾಟ ಮುಂದುವರೆಸುತ್ತೇವೆ ಎಂದರು. ಬಜೆಟ್ ವಕ್ಫ್ ಬಿಲ್ ಕಾಂಗ್ರೆಸ್ ನಾಯಕರು ಸದನದಲ್ಲಿ ತೀವ್ರವಾಗಿ ವಿರೋಧಿಸುತ್ತಾರೆ. ಆರ್‌ಎಸ್‌ಎಸ್ ಅಜೆಂಡಾ ಜಾರಿಗೆ ತರಲು ಹೊರಟಿದ್ದಾರೆ ಎಂದು ಟೀಕಿಸಿದರು.: [770, 809, 924, 913]
- dasimayya-dateline: •ಸುದ್ದಿಮೂಲ ವಾರ್ತೆ, ಮೈಸೂರು, ಏ.02:: [613, 173, 730, 182]
- registration-mark-top-right: +: [920, 9, 932, 25]
- jayanti-photo: [762, 172, 924, 292]
- edition-list-line: •ರಾಯಚೂರು •ಕೊಪ್ಪಳ • ಯಾದಗಿರಿ •ಕಲಬುರಗಿ • ಬಳ್ಳಾರಿ •ವಿಜಯನಗರ •ಬೀದರ: [392, 68, 634, 78]
- price-hike-dateline: •ಸುದ್ದಿಮೂಲ ವಾರ್ತೆ, ಮೈಸೂರು, ಏ.02:: [613, 715, 742, 724]
- diesel-body: [22, 736, 250, 1088]
- archakas-dateline: •ಸುದ್ದಿಮೂಲ ವಾರ್ತೆ, ಹೊಸಕೋಟೆ, ಏ.02:: [270, 1195, 395, 1204]
- person-figure: [480, 582, 510, 682]
- diesel-body-intro-wrap: [126, 600, 250, 732]
- lead-headline[interactable]: [25, 118, 600, 201]
- lead-kicker: 18 ಶಾಸಕರ ಅಮಾನತನ್ನು ಕೂಡಲೇ ಹಿಂಪಡೆಯಲು ಆಗ್ರಹ: [28, 100, 234, 113]
- person-figure: [272, 1090, 308, 1190]
- kantharaju-headline-line: ಕಾಂತರಾಜು ವರದಿ ಜಾರಿಯಿಂದ: [349, 495, 505, 513]
- press-meet-photo: [770, 714, 924, 804]
- sandal-headline-line: ಮೈಸೂರು ಸ್ಯಾಂಡಲ್ ಫ್ಯಾಕ್ಟರಿ: [756, 1045, 884, 1061]
- twitter-icon: [682, 67, 691, 76]
- lead-text: ಅರ್ಥವಾಗಿದೆ. ಆದರೂ ಕೂಡ ಆಡಳಿತ ಪಕ್ಷದ ಒತ್ತಡಕ್ಕೆ ಮಣಿದು ಸ್ಪೀಕರ್ ಅವರು ಪೀಠದ ಘನತೆಯನ್ನು ಹಾಳು ಮಾಡುತ್ತಿದ್ದಾರೆ ಎಂದು ಅಭಿಪ್ರಾಯಪಟ್ಟರು. ಇದು ಮತದಾರರಿಗೆ ಮಾಡಿದ ಅವಮಾನ ಎಂದಿದ್ದಾರೆ. 18 ಶಾಸಕರ ಅಮಾನತನ್ನು ತಕ್ಷಣ ಹಿಂಪಡೆಯಬೇಕು. ಅಮಾನತು ಹಿಂಪಡೆಯುವವರೆಗೆ ನಮ್ಮ ಹೋರಾಟ ನಿರಂತರ ಎಂದರು. ರಾಜ್ಯ ಪದಾಧಿಕಾರಿಗಳ ಮೀಟಿಂಗ್‌ನಲ್ಲಿ ಭಾಗವಹಿಸುವಂತೆ ಪಕ್ಷದ ನಿರ್ಧಾರವನ್ನು ತಿಳಿಸಿದರು.: [210, 337, 410, 405]
- ceremony-photo: [430, 542, 596, 682]
- lead-body-col1: [22, 212, 202, 482]
- archakas-body-col2: [464, 1070, 706, 1490]
- archakas-headline[interactable]: ತಸ್ತಿಕ್ ಹಣ ನೇರವಾಗಿ ಅರ್ಚಕರ ಖಾತೆಗೆ: ರಾಮಲಿಂಗಾ ರೆಡ್ಡಿ: [337, 1045, 627, 1061]
- epaper-link[interactable]: https://epaper.suddimoola.in: [209, 68, 332, 78]
- person-figure: [202, 1434, 224, 1494]
- newspaper-logo[interactable]: ಸುದ್ದಿಮೂಲ: [22, 52, 126, 82]
- facebook-icon: [682, 54, 691, 63]
- person-figure: [122, 1434, 144, 1494]
- imprint-footer: [22, 1500, 924, 1528]
- factory-photo: [720, 1090, 924, 1202]
- kantharaju-dateline: •ಸುದ್ದಿಮೂಲ ವಾರ್ತೆ, ಬೆಂಗಳೂರು, ಏ.02:: [266, 543, 385, 552]
- photo-banner: ಅಹೋರಾತ್ರಿ ಧರಣಿ: [218, 218, 290, 231]
- diesel-subhead: [22, 542, 250, 569]
- person-figure: [860, 1120, 890, 1200]
- globe-icon: [197, 67, 206, 76]
- person-figure: [404, 1098, 444, 1190]
- facebook-link[interactable]: facebook.com/Suddi Moola: [694, 55, 809, 65]
- archakas-body-col1: [262, 1194, 458, 1490]
- column-rule: [252, 490, 253, 1490]
- cyber-subhead-line: ಸೈಬರ್ ಅಪರಾಧಗಳನ್ನು ನಿಭಾಯಿಸುವ: [62, 1121, 210, 1135]
- kantharaju-headline[interactable]: [258, 496, 596, 532]
- cyber-body: [22, 1158, 250, 1390]
- portrait-garland: [782, 202, 842, 262]
- person-figure: [322, 1100, 356, 1190]
